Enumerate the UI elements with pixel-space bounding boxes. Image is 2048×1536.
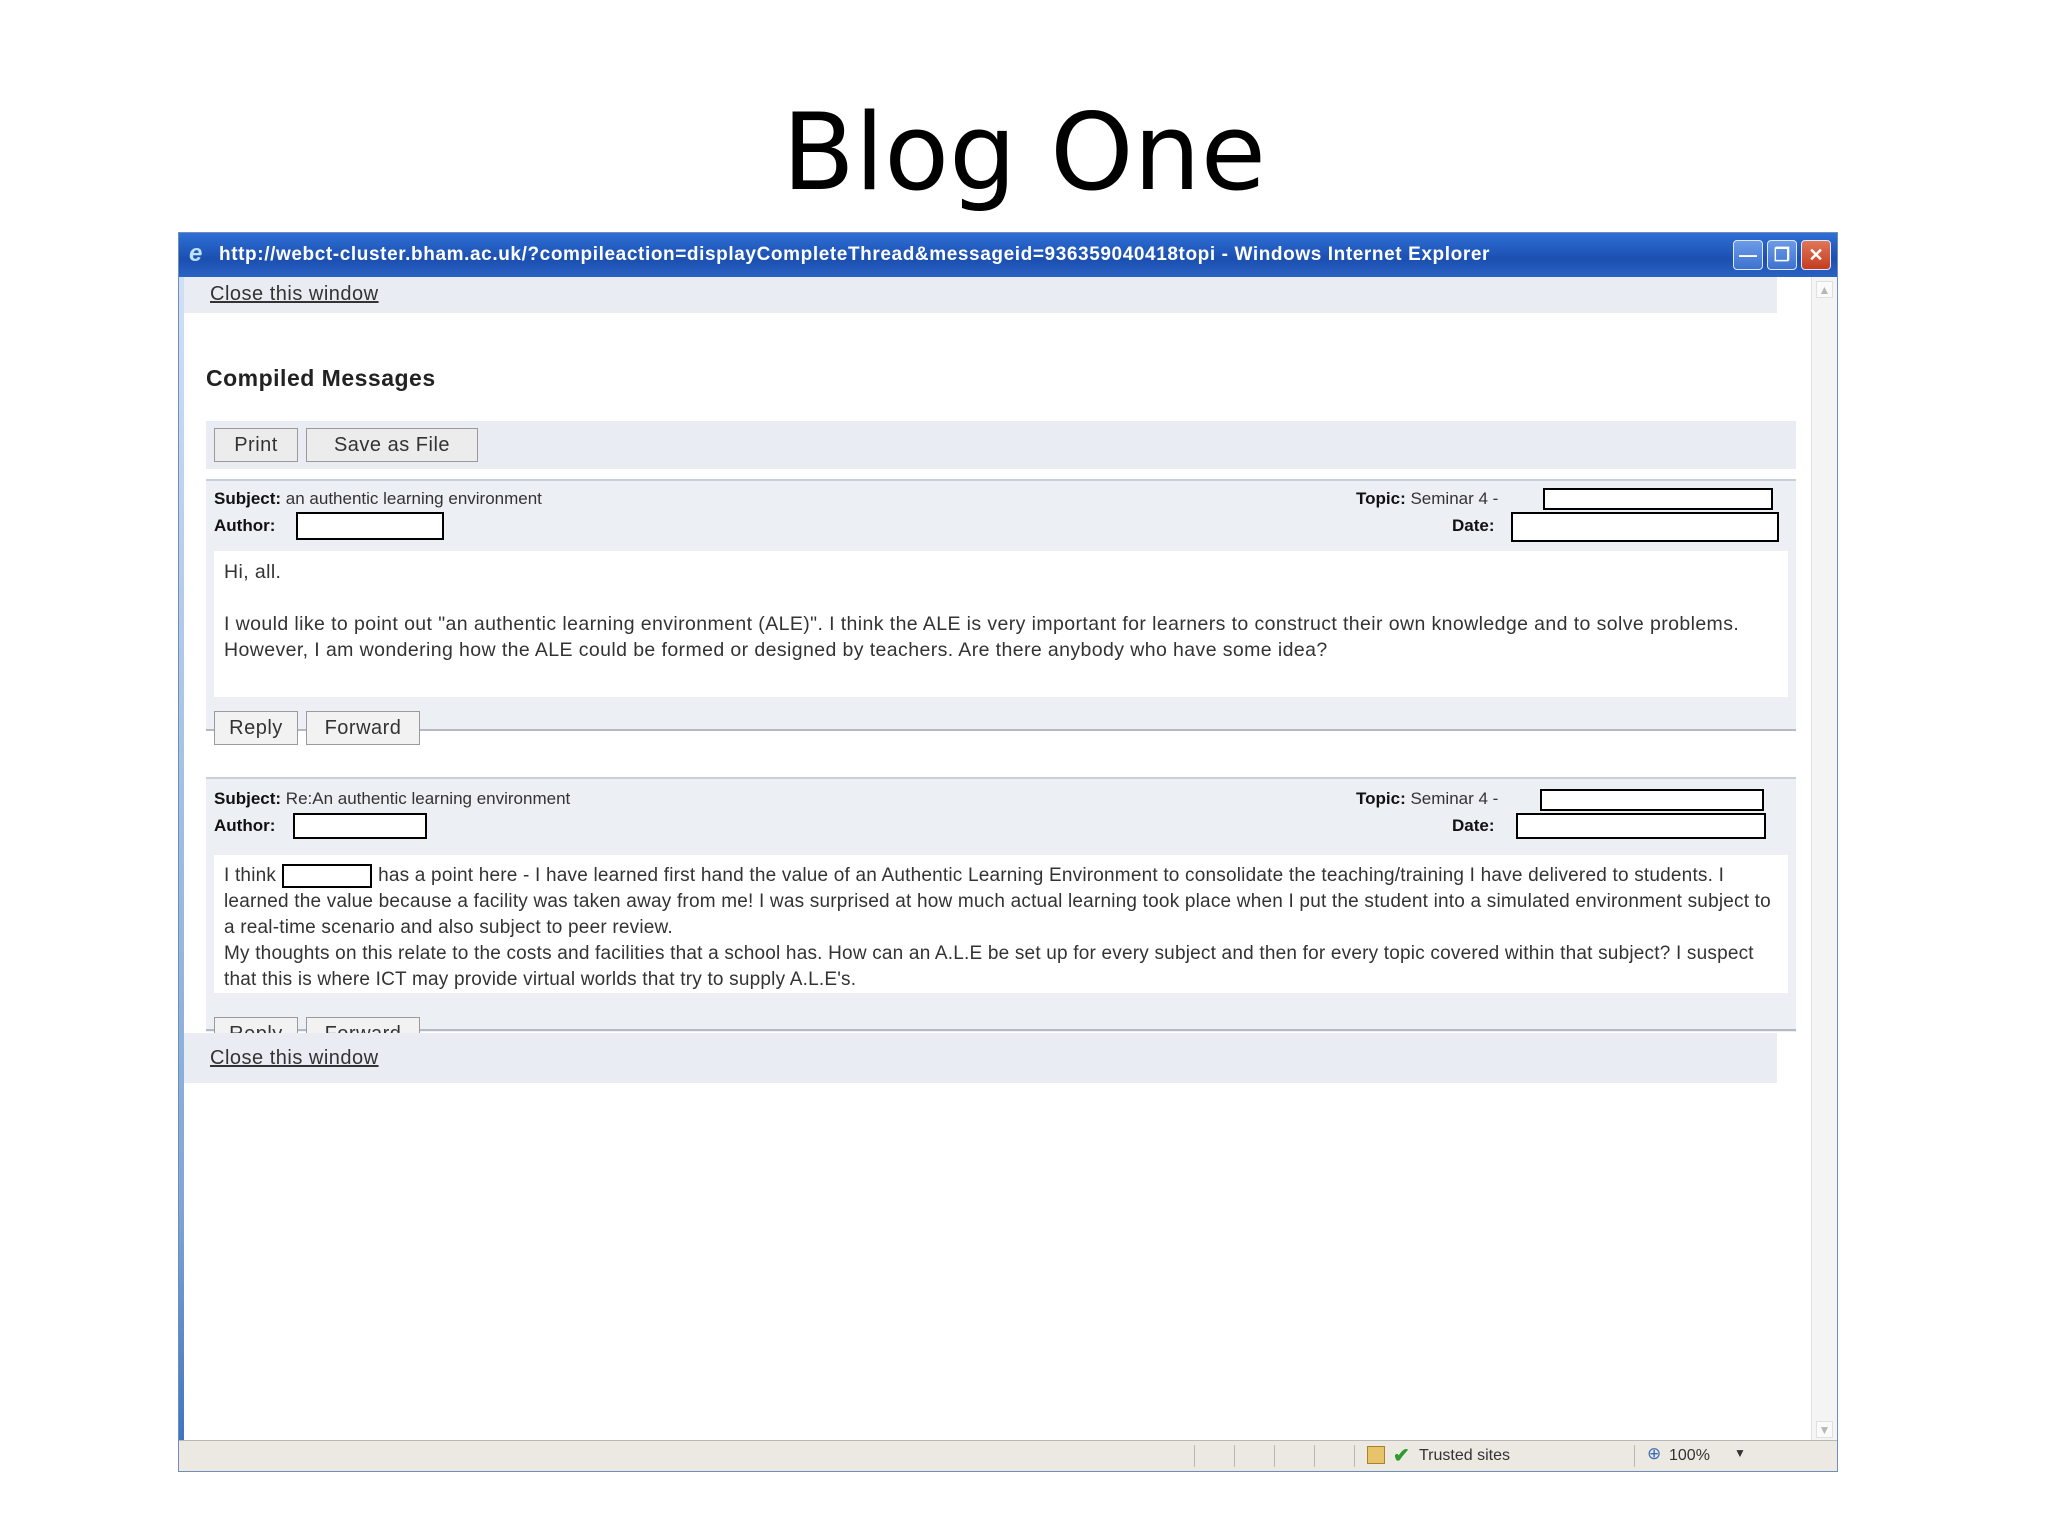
- ie-logo-icon: e: [189, 240, 203, 267]
- author-line: [214, 816, 275, 836]
- topic-label: Topic:: [1356, 789, 1406, 808]
- message-text-rest: has a point here - I have learned first hand the value of an Authentic Learning Environment to consolidate the teaching/training I have delivered to students. I learned the value because a facility was taken away from me! I was surprised at how much actual learning took place when I put the student into a simulated environment subject to a real-time scenario and also subject to peer review.: [224, 865, 1771, 938]
- subject-line: [214, 489, 542, 509]
- subject-label: Subject:: [214, 489, 282, 508]
- status-divider: [1314, 1445, 1315, 1467]
- date-label: Date:: [1452, 816, 1495, 835]
- zoom-level[interactable]: 100%: [1669, 1447, 1710, 1464]
- minimize-button[interactable]: —: [1733, 240, 1763, 270]
- author-line: [214, 516, 275, 536]
- action-toolbar: [206, 421, 1796, 469]
- close-strip-bottom: [184, 1033, 1777, 1083]
- reply-button[interactable]: Reply: [214, 711, 298, 745]
- window-title-bar[interactable]: [179, 233, 1837, 277]
- topic-text: Seminar 4 -: [1410, 789, 1499, 808]
- subject-text: Re:An authentic learning environment: [285, 789, 571, 808]
- scroll-up-arrow-icon[interactable]: ▲: [1816, 281, 1833, 298]
- page-icon: [1367, 1446, 1385, 1464]
- browser-window: [178, 232, 1838, 1472]
- name-redaction: [282, 864, 372, 888]
- page-heading: Compiled Messages: [206, 365, 436, 391]
- status-divider: [1234, 1445, 1235, 1467]
- message-paragraph-1: [224, 863, 1778, 941]
- close-window-link-top[interactable]: Close this window: [210, 283, 379, 305]
- topic-line: [1356, 789, 1498, 809]
- status-divider: [1354, 1445, 1355, 1467]
- date-redaction: [1511, 512, 1779, 542]
- date-label: Date:: [1452, 516, 1495, 535]
- zoom-dropdown-icon[interactable]: ▼: [1734, 1446, 1746, 1460]
- author-label: Author:: [214, 816, 276, 835]
- author-redaction: [293, 813, 427, 839]
- topic-label: Topic:: [1356, 489, 1406, 508]
- print-button[interactable]: Print: [214, 428, 298, 462]
- author-label: Author:: [214, 516, 276, 535]
- date-line: [1452, 516, 1495, 536]
- message-text-start: I think: [224, 865, 277, 886]
- save-as-file-button[interactable]: Save as File: [306, 428, 478, 462]
- window-title: http://webct-cluster.bham.ac.uk/?compileaction=displayCompleteThread&messageid=936359040418topi - Windows Internet Explorer: [219, 244, 1490, 265]
- message-greeting: Hi, all.: [224, 561, 282, 583]
- date-redaction: [1516, 813, 1766, 839]
- scroll-down-arrow-icon[interactable]: ▼: [1816, 1421, 1833, 1438]
- status-divider: [1194, 1445, 1195, 1467]
- status-divider: [1274, 1445, 1275, 1467]
- message-2: [206, 777, 1796, 1032]
- vertical-scrollbar[interactable]: [1811, 277, 1837, 1442]
- zoom-icon[interactable]: ⊕: [1647, 1444, 1662, 1463]
- security-zone: Trusted sites: [1419, 1447, 1510, 1464]
- message-body: [214, 855, 1788, 993]
- page-content: [184, 277, 1809, 1442]
- close-window-link-bottom[interactable]: Close this window: [210, 1047, 379, 1069]
- topic-text: Seminar 4 -: [1410, 489, 1499, 508]
- status-divider: [1634, 1445, 1635, 1467]
- subject-text: an authentic learning environment: [285, 489, 542, 508]
- topic-redaction: [1540, 789, 1764, 811]
- message-text: I would like to point out "an authentic learning environment (ALE)". I think the ALE is very important for learners to construct their own knowledge and to solve problems. However, I am wondering how the ALE could be formed or designed by teachers. Are there anybody who have some idea?: [224, 613, 1740, 661]
- topic-redaction: [1543, 488, 1773, 510]
- message-1: [206, 479, 1796, 739]
- button-row-divider: [206, 729, 1796, 731]
- author-redaction: [296, 512, 444, 540]
- restore-button[interactable]: ❐: [1767, 240, 1797, 270]
- message-body: [214, 551, 1788, 697]
- close-window-button[interactable]: ✕: [1801, 240, 1831, 270]
- topic-line: [1356, 489, 1498, 509]
- date-line: [1452, 816, 1495, 836]
- message-paragraph-2: My thoughts on this relate to the costs and facilities that a school has. How can an A.L.E be set up for every subject and then for every topic covered within that subject? I suspect that this is where ICT may provide virtual worlds that try to supply A.L.E's.: [224, 943, 1754, 990]
- status-bar: [179, 1440, 1837, 1471]
- checkmark-icon: ✔: [1393, 1445, 1410, 1467]
- forward-button[interactable]: Forward: [306, 711, 420, 745]
- button-row-divider: [206, 1029, 1796, 1031]
- close-strip-top: [184, 277, 1777, 313]
- subject-line: [214, 789, 570, 809]
- subject-label: Subject:: [214, 789, 282, 808]
- slide-title: Blog One: [782, 91, 1266, 214]
